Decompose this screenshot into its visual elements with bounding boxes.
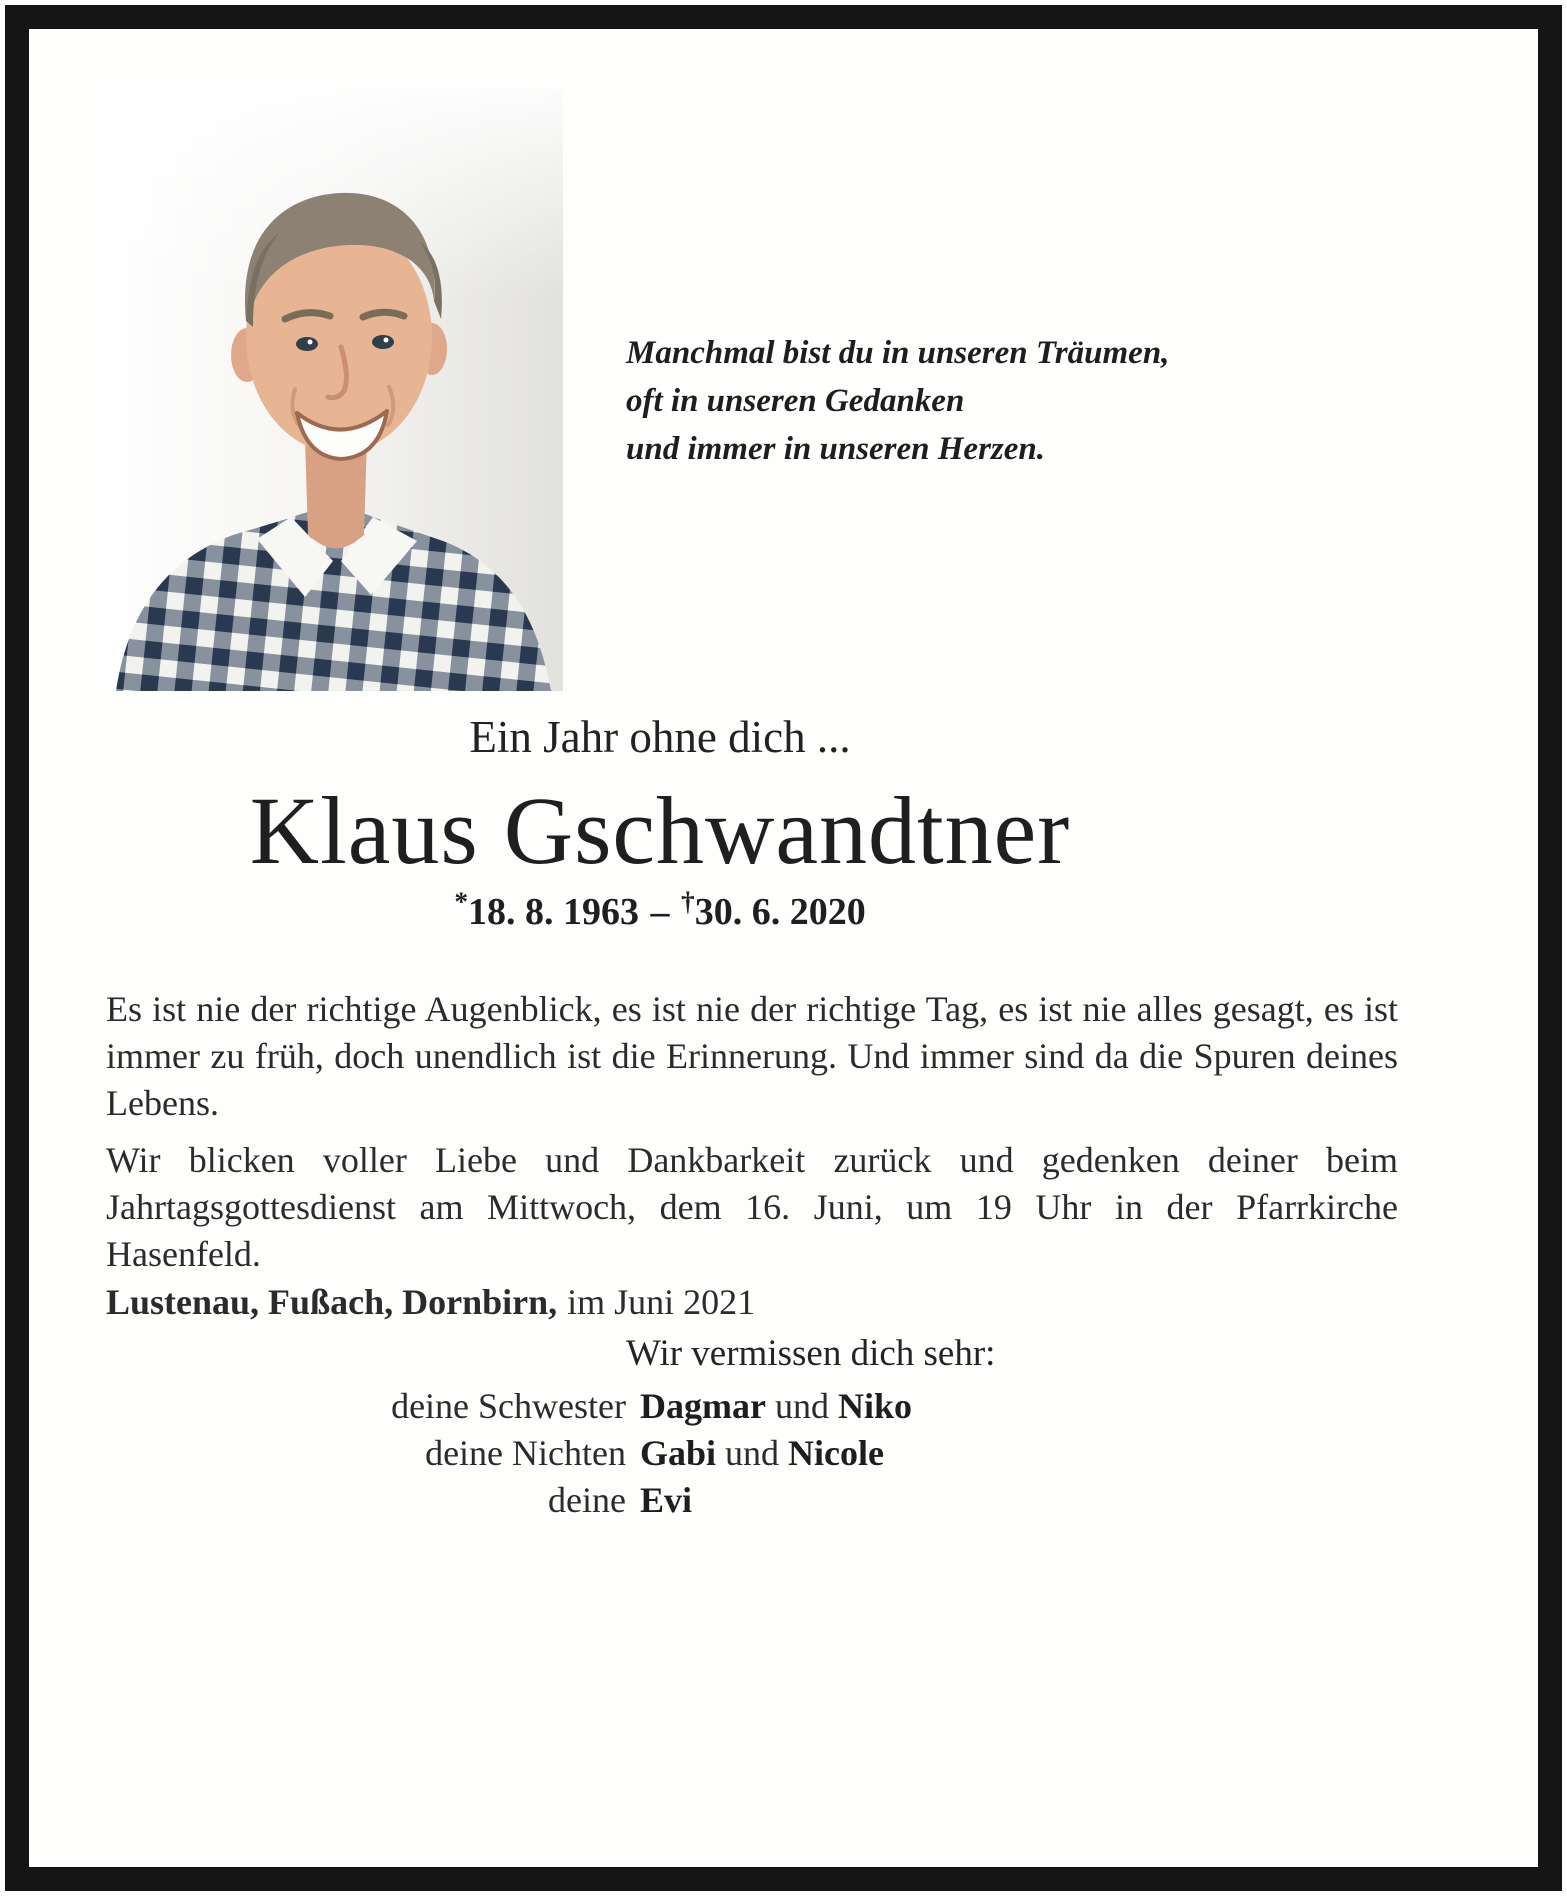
memorial-verse — [626, 329, 1246, 473]
family-names — [640, 1385, 1398, 1427]
family-relation: deine Nichten — [425, 1433, 626, 1473]
family-list — [106, 1385, 1398, 1521]
closing-line: Wir vermissen dich sehr: — [626, 1333, 996, 1374]
black-frame — [5, 5, 1562, 1891]
family-names — [640, 1479, 1398, 1521]
service-announcement-text: Wir blicken voller Liebe und Dankbarkeit zurück und gedenken deiner beim Jahrtagsgottesdienst am Mittwoch, dem 16. Juni, um 19 Uhr in der Pfarrkirche Hasenfeld. — [106, 1140, 1398, 1274]
conjunction: und — [716, 1433, 789, 1473]
family-relation: deine Schwester — [391, 1386, 626, 1426]
verse-line-2: oft in unseren Gedanken — [626, 383, 965, 419]
date-separator: – — [650, 891, 670, 933]
death-date: 30. 6. 2020 — [694, 891, 866, 933]
birth-date: 18. 8. 1963 — [468, 891, 639, 933]
family-name: Evi — [640, 1480, 693, 1520]
header-block — [29, 711, 1291, 935]
birth-symbol: * — [454, 886, 468, 917]
family-relation: deine — [548, 1480, 626, 1520]
verse-line-3: und immer in unseren Herzen. — [626, 431, 1046, 467]
life-dates — [29, 886, 1291, 935]
intro-line: Ein Jahr ohne dich ... — [469, 712, 851, 762]
portrait-photo-illustration — [101, 89, 563, 691]
cities: Lustenau, Fußach, Dornbirn, — [106, 1282, 558, 1322]
conjunction: und — [765, 1386, 838, 1426]
death-dagger-symbol: † — [681, 886, 695, 917]
family-name: Nicole — [788, 1433, 884, 1473]
family-name: Gabi — [640, 1433, 717, 1473]
verse-line-1: Manchmal bist du in unseren Träumen, — [626, 335, 1170, 371]
month-year: im Juni 2021 — [567, 1282, 756, 1322]
location-date-line — [106, 1279, 1398, 1325]
family-name: Dagmar — [640, 1386, 766, 1426]
family-name: Niko — [837, 1386, 912, 1426]
card-body — [29, 29, 1538, 1867]
memorial-text: Es ist nie der richtige Augenblick, es ist nie der richtige Tag, es ist nie alles gesagt, es ist immer zu früh, doch unendlich ist die Erinnerung. Und immer sind da die Spuren deines Lebens. — [106, 989, 1398, 1123]
deceased-name: Klaus Gschwandtner — [249, 777, 1071, 884]
portrait-photo — [101, 89, 563, 691]
family-names — [640, 1432, 1398, 1474]
